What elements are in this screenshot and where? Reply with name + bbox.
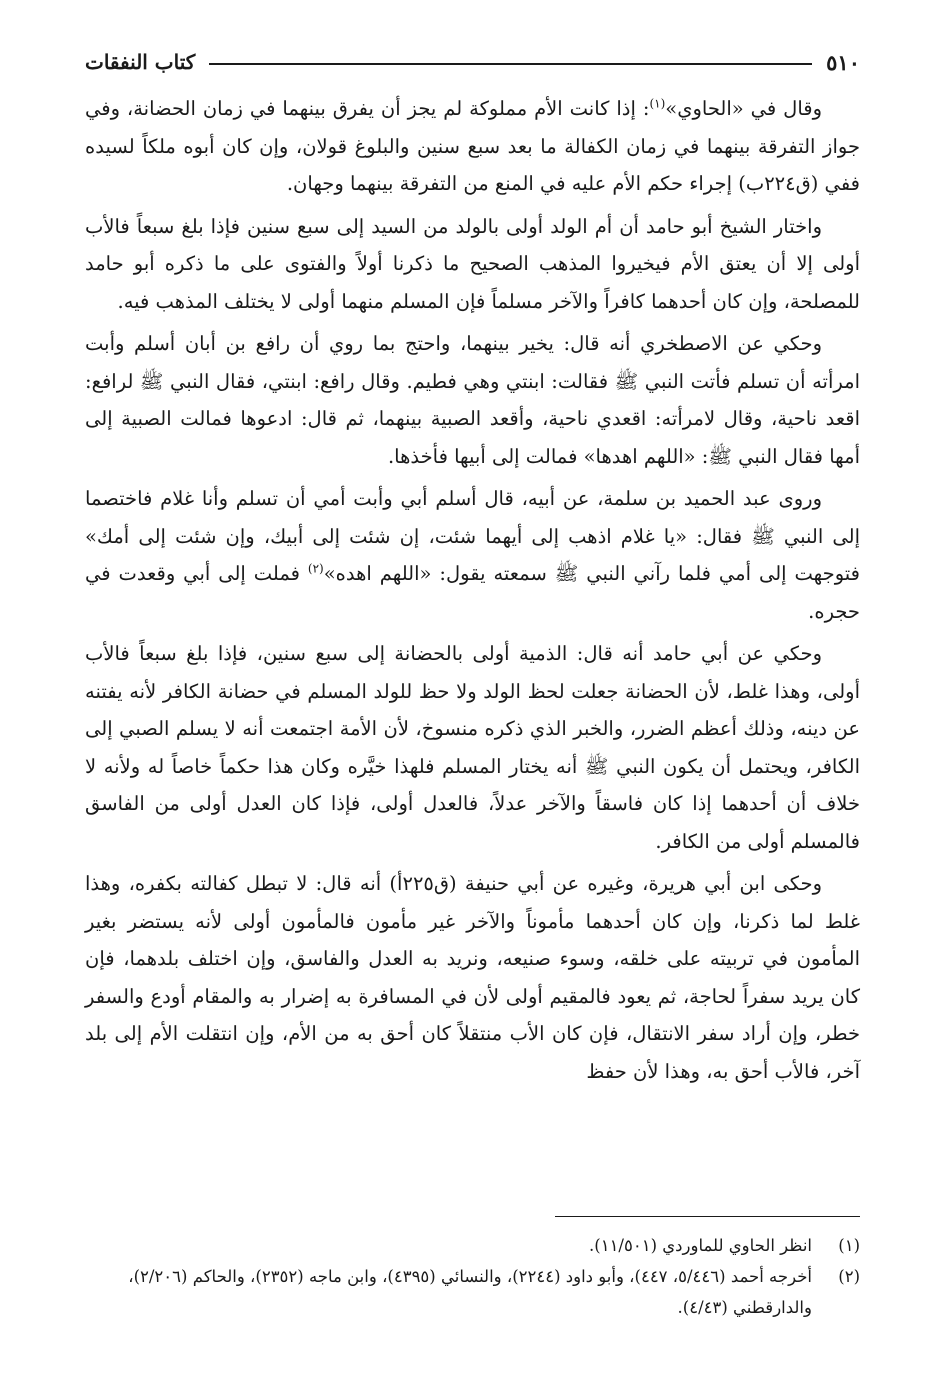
footnote-ref[interactable]: (١) bbox=[649, 96, 666, 111]
book-title: كتاب النفقات bbox=[85, 50, 196, 74]
paragraph: وروى عبد الحميد بن سلمة، عن أبيه، قال أسلم أبي وأبت أمي أن تسلم وأنا غلام فاختصما إلى النبي ﷺ فقال: «يا غلام اذهب إلى أيهما شئت، إن شئت إلى أبيك، وإن شئت إلى أمك» فتوجهت إلى أمي فلما رآني النبي ﷺ سمعته يقول: «اللهم اهده»$^{(٢)}$ فملت إلى أبي وقعدت في حجره. bbox=[85, 487, 860, 623]
footnote-separator bbox=[555, 1216, 860, 1217]
running-header bbox=[85, 40, 860, 84]
footnote-number: (٢) bbox=[838, 1267, 860, 1286]
footnote-item bbox=[85, 1261, 860, 1323]
footnote-number: (١) bbox=[838, 1236, 860, 1255]
paragraph: وقال في «الحاوي»$^{(١)}$: إذا كانت الأم مملوكة لم يجز أن يفرق بينهما في زمان الحضانة، وفي جواز التفرقة بينهما في زمان الكفالة ما بعد سبع سنين والبلوغ قولان، وإن كان أبوه ملكاً لسيده ففي (ق٢٢٤ب) إجراء حكم الأم عليه في المنع من التفرقة بينهما وجهان. bbox=[85, 96, 860, 195]
footnote-ref[interactable]: (٢) bbox=[307, 561, 324, 576]
paragraph: وحكى ابن أبي هريرة، وغيره عن أبي حنيفة (ق٢٢٥أ) أنه قال: لا تبطل كفالته بكفره، وهذا غلط لما ذكرنا، وإن كان أحدهما مأموناً والآخر غير مأمون فالمأمون أولى لأنه يستضر بغير المأمون في تربيته على خلقه، وسوء صنيعه، ونريد به العدل والفاسق، وإن اختلف بلدهما، فإن كان يريد سفراً لحاجة، ثم يعود فالمقيم أولى لأن في المسافرة به إضرار به والمقام أودع والسفر خطر، وإن أراد سفر الانتقال، فإن كان الأب منتقلاً كان أحق به من الأم، وإن انتقلت الأم إلى بلد آخر، فالأب أحق به، وهذا لأن حفظ bbox=[85, 872, 860, 1083]
header-rule bbox=[209, 63, 812, 65]
paragraph: وحكي عن أبي حامد أنه قال: الذمية أولى بالحضانة إلى سبع سنين، فإذا بلغ سبعاً فالأب أولى، وهذا غلط، لأن الحضانة جعلت لحظ الولد ولا حظ للولد المسلم في حضانة الكافر لأنه يفتنه عن دينه، وذلك أعظم الضرر، والخبر الذي ذكره منسوخ، لأن الأمة اجتمعت أنه لا يسلم الصبي إلى الكافر، ويحتمل أن يكون النبي ﷺ أنه يختار المسلم فلهذا خيَّره وكان هذا حكماً خاصاً له ولأنه لا خلاف أن أحدهما إذا كان فاسقاً والآخر عدلاً، فالعدل أولى، فإذا كان العدل أولى من الفاسق فالمسلم أولى من الكافر. bbox=[85, 642, 860, 853]
book-page bbox=[85, 40, 860, 1340]
footnote-text: انظر الحاوي للماوردي (١١/٥٠١). bbox=[589, 1236, 812, 1255]
footnotes bbox=[85, 1230, 860, 1323]
main-text bbox=[85, 90, 860, 1090]
page-number: ٥١٠ bbox=[826, 49, 860, 75]
footnote-text: أخرجه أحمد (٥/٤٤٦، ٤٤٧)، وأبو داود (٢٢٤٤)، والنسائي (٤٣٩٥)، وابن ماجه (٢٣٥٢)، والحاكم (٢/٢٠٦)، والدارقطني (٤/٤٣). bbox=[128, 1267, 812, 1317]
paragraph: واختار الشيخ أبو حامد أن أم الولد أولى بالولد من السيد إلى سبع سنين فإذا بلغ سبعاً فالأب أولى إلا أن يعتق الأم فيخيروا المذهب الصحيح ما ذكرنا أولاً والفتوى على ما ذكره أبو حامد للمصلحة، وإن كان أحدهما كافراً والآخر مسلماً فإن المسلم منهما أولى لا يختلف المذهب فيه. bbox=[85, 214, 860, 313]
paragraph: وحكي عن الاصطخري أنه قال: يخير بينهما، واحتج بما روي أن رافع بن أبان أسلم وأبت امرأته أن تسلم فأتت النبي ﷺ فقالت: ابنتي وهي فطيم. وقال رافع: ابنتي، فقال النبي ﷺ لرافع: اقعد ناحية، وقال لامرأته: اقعدي ناحية، وأقعد الصبية بينهما، ثم قال: ادعوها فمالت الصبية إلى أمها فقال النبي ﷺ: «اللهم اهدها» فمالت إلى أبيها فأخذها. bbox=[85, 332, 860, 468]
footnote-item bbox=[85, 1230, 860, 1261]
